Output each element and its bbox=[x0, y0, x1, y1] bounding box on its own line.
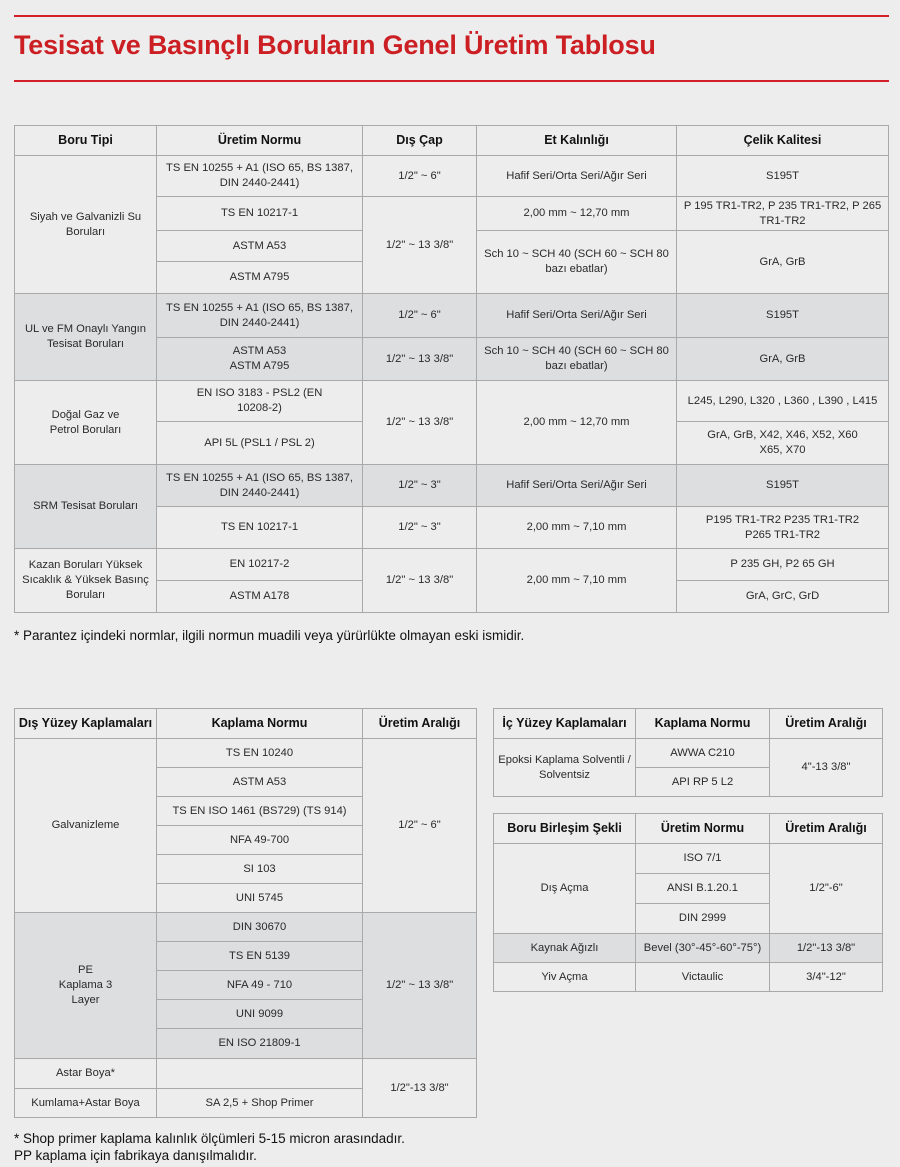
norm-cell: Bevel (30°-45°-60°-75°) bbox=[636, 934, 770, 963]
steel-cell: GrA, GrB, X42, X46, X52, X60 X65, X70 bbox=[677, 422, 889, 465]
wall-cell: 2,00 mm ~ 7,10 mm bbox=[477, 549, 677, 613]
norm-cell: API RP 5 L2 bbox=[636, 768, 770, 797]
diameter-cell: 1/2" ~ 13 3/8" bbox=[363, 338, 477, 381]
wall-cell: 2,00 mm ~ 12,70 mm bbox=[477, 381, 677, 465]
steel-cell: S195T bbox=[677, 156, 889, 197]
norm-cell: EN ISO 21809-1 bbox=[157, 1029, 363, 1059]
norm-cell: NFA 49-700 bbox=[157, 826, 363, 855]
norm-cell: ISO 7/1 bbox=[636, 844, 770, 874]
wall-cell: Hafif Seri/Orta Seri/Ağır Seri bbox=[477, 465, 677, 507]
pipe-type-cell: Siyah ve Galvanizli Su Boruları bbox=[15, 156, 157, 294]
norm-cell: ASTM A53 bbox=[157, 768, 363, 797]
norm-cell: ASTM A53 ASTM A795 bbox=[157, 338, 363, 381]
steel-cell: P195 TR1-TR2 P235 TR1-TR2 P265 TR1-TR2 bbox=[677, 507, 889, 549]
norm-cell: TS EN 10255 + A1 (ISO 65, BS 1387, DIN 2440-2441) bbox=[157, 294, 363, 338]
norm-cell: AWWA C210 bbox=[636, 739, 770, 768]
range-cell: 4"-13 3/8" bbox=[770, 739, 883, 797]
wall-cell: Sch 10 ~ SCH 40 (SCH 60 ~ SCH 80 bazı ebatlar) bbox=[477, 338, 677, 381]
steel-cell: S195T bbox=[677, 294, 889, 338]
norm-cell: API 5L (PSL1 / PSL 2) bbox=[157, 422, 363, 465]
footnote-pp-coating: PP kaplama için fabrikaya danışılmalıdır. bbox=[14, 1148, 257, 1163]
col-header-range: Üretim Aralığı bbox=[770, 709, 883, 739]
joint-type-table bbox=[493, 813, 883, 992]
norm-cell: DIN 2999 bbox=[636, 904, 770, 934]
steel-cell: GrA, GrB bbox=[677, 338, 889, 381]
wall-cell: Sch 10 ~ SCH 40 (SCH 60 ~ SCH 80 bazı ebatlar) bbox=[477, 231, 677, 294]
coating-type-cell: Kumlama+Astar Boya bbox=[15, 1089, 157, 1118]
col-header-pipe-type: Boru Tipi bbox=[15, 126, 157, 156]
range-cell: 1/2" ~ 13 3/8" bbox=[363, 913, 477, 1059]
col-header-range: Üretim Aralığı bbox=[770, 814, 883, 844]
page-title: Tesisat ve Basınçlı Boruların Genel Üretim Tablosu bbox=[14, 30, 656, 60]
joint-type-cell: Kaynak Ağızlı bbox=[494, 934, 636, 963]
pipe-type-cell: SRM Tesisat Boruları bbox=[15, 465, 157, 549]
norm-cell: ASTM A53 bbox=[157, 231, 363, 262]
coating-type-cell: Epoksi Kaplama Solventli / Solventsiz bbox=[494, 739, 636, 797]
norm-cell: ANSI B.1.20.1 bbox=[636, 874, 770, 904]
norm-cell bbox=[157, 1059, 363, 1089]
norm-cell: EN ISO 3183 - PSL2 (EN 10208-2) bbox=[157, 381, 363, 422]
norm-cell: DIN 30670 bbox=[157, 913, 363, 942]
inner-coating-table bbox=[493, 708, 883, 797]
col-header-joint-type: Boru Birleşim Şekli bbox=[494, 814, 636, 844]
range-cell: 1/2"-13 3/8" bbox=[770, 934, 883, 963]
norm-cell: Victaulic bbox=[636, 963, 770, 992]
title-rule bbox=[14, 80, 889, 82]
production-table bbox=[14, 125, 889, 613]
norm-cell: TS EN 10255 + A1 (ISO 65, BS 1387, DIN 2440-2441) bbox=[157, 156, 363, 197]
col-header-wall-thickness: Et Kalınlığı bbox=[477, 126, 677, 156]
norm-cell: EN 10217-2 bbox=[157, 549, 363, 581]
diameter-cell: 1/2" ~ 13 3/8" bbox=[363, 197, 477, 294]
coating-type-cell: Astar Boya* bbox=[15, 1059, 157, 1089]
col-header-coating-norm: Kaplama Normu bbox=[157, 709, 363, 739]
norm-cell: TS EN 5139 bbox=[157, 942, 363, 971]
steel-cell: P 195 TR1-TR2, P 235 TR1-TR2, P 265 TR1-TR2 bbox=[677, 197, 889, 231]
norm-cell: ASTM A178 bbox=[157, 581, 363, 613]
top-rule bbox=[14, 15, 889, 17]
col-header-production-norm: Üretim Normu bbox=[157, 126, 363, 156]
diameter-cell: 1/2" ~ 13 3/8" bbox=[363, 381, 477, 465]
range-cell: 3/4"-12" bbox=[770, 963, 883, 992]
wall-cell: 2,00 mm ~ 12,70 mm bbox=[477, 197, 677, 231]
steel-cell: L245, L290, L320 , L360 , L390 , L415 bbox=[677, 381, 889, 422]
wall-cell: Hafif Seri/Orta Seri/Ağır Seri bbox=[477, 156, 677, 197]
footnote-norms: * Parantez içindeki normlar, ilgili normun muadili veya yürürlükte olmayan eski ismidir. bbox=[14, 628, 525, 643]
joint-type-cell: Dış Açma bbox=[494, 844, 636, 934]
norm-cell: SA 2,5 + Shop Primer bbox=[157, 1089, 363, 1118]
steel-cell: GrA, GrC, GrD bbox=[677, 581, 889, 613]
col-header-inner-coating: İç Yüzey Kaplamaları bbox=[494, 709, 636, 739]
norm-cell: UNI 9099 bbox=[157, 1000, 363, 1029]
norm-cell: TS EN 10217-1 bbox=[157, 197, 363, 231]
outer-coating-table bbox=[14, 708, 477, 1118]
steel-cell: P 235 GH, P2 65 GH bbox=[677, 549, 889, 581]
norm-cell: UNI 5745 bbox=[157, 884, 363, 913]
col-header-range: Üretim Aralığı bbox=[363, 709, 477, 739]
norm-cell: TS EN 10240 bbox=[157, 739, 363, 768]
norm-cell: ASTM A795 bbox=[157, 262, 363, 294]
pipe-type-cell: Doğal Gaz ve Petrol Boruları bbox=[15, 381, 157, 465]
col-header-outer-coating: Dış Yüzey Kaplamaları bbox=[15, 709, 157, 739]
range-cell: 1/2"-6" bbox=[770, 844, 883, 934]
steel-cell: S195T bbox=[677, 465, 889, 507]
coating-type-cell: PE Kaplama 3 Layer bbox=[15, 913, 157, 1059]
col-header-steel-grade: Çelik Kalitesi bbox=[677, 126, 889, 156]
col-header-outer-diameter: Dış Çap bbox=[363, 126, 477, 156]
joint-type-cell: Yiv Açma bbox=[494, 963, 636, 992]
norm-cell: NFA 49 - 710 bbox=[157, 971, 363, 1000]
norm-cell: SI 103 bbox=[157, 855, 363, 884]
pipe-type-cell: UL ve FM Onaylı Yangın Tesisat Boruları bbox=[15, 294, 157, 381]
diameter-cell: 1/2" ~ 3" bbox=[363, 465, 477, 507]
footnote-shop-primer: * Shop primer kaplama kalınlık ölçümleri 5-15 micron arasındadır. bbox=[14, 1131, 405, 1146]
diameter-cell: 1/2" ~ 3" bbox=[363, 507, 477, 549]
diameter-cell: 1/2" ~ 13 3/8" bbox=[363, 549, 477, 613]
diameter-cell: 1/2" ~ 6" bbox=[363, 294, 477, 338]
norm-cell: TS EN ISO 1461 (BS729) (TS 914) bbox=[157, 797, 363, 826]
wall-cell: Hafif Seri/Orta Seri/Ağır Seri bbox=[477, 294, 677, 338]
range-cell: 1/2" ~ 6" bbox=[363, 739, 477, 913]
range-cell: 1/2"-13 3/8" bbox=[363, 1059, 477, 1118]
norm-cell: TS EN 10255 + A1 (ISO 65, BS 1387, DIN 2440-2441) bbox=[157, 465, 363, 507]
coating-type-cell: Galvanizleme bbox=[15, 739, 157, 913]
pipe-type-cell: Kazan Boruları Yüksek Sıcaklık & Yüksek Basınç Boruları bbox=[15, 549, 157, 613]
steel-cell: GrA, GrB bbox=[677, 231, 889, 294]
col-header-coating-norm: Kaplama Normu bbox=[636, 709, 770, 739]
diameter-cell: 1/2" ~ 6" bbox=[363, 156, 477, 197]
wall-cell: 2,00 mm ~ 7,10 mm bbox=[477, 507, 677, 549]
norm-cell: TS EN 10217-1 bbox=[157, 507, 363, 549]
col-header-production-norm: Üretim Normu bbox=[636, 814, 770, 844]
